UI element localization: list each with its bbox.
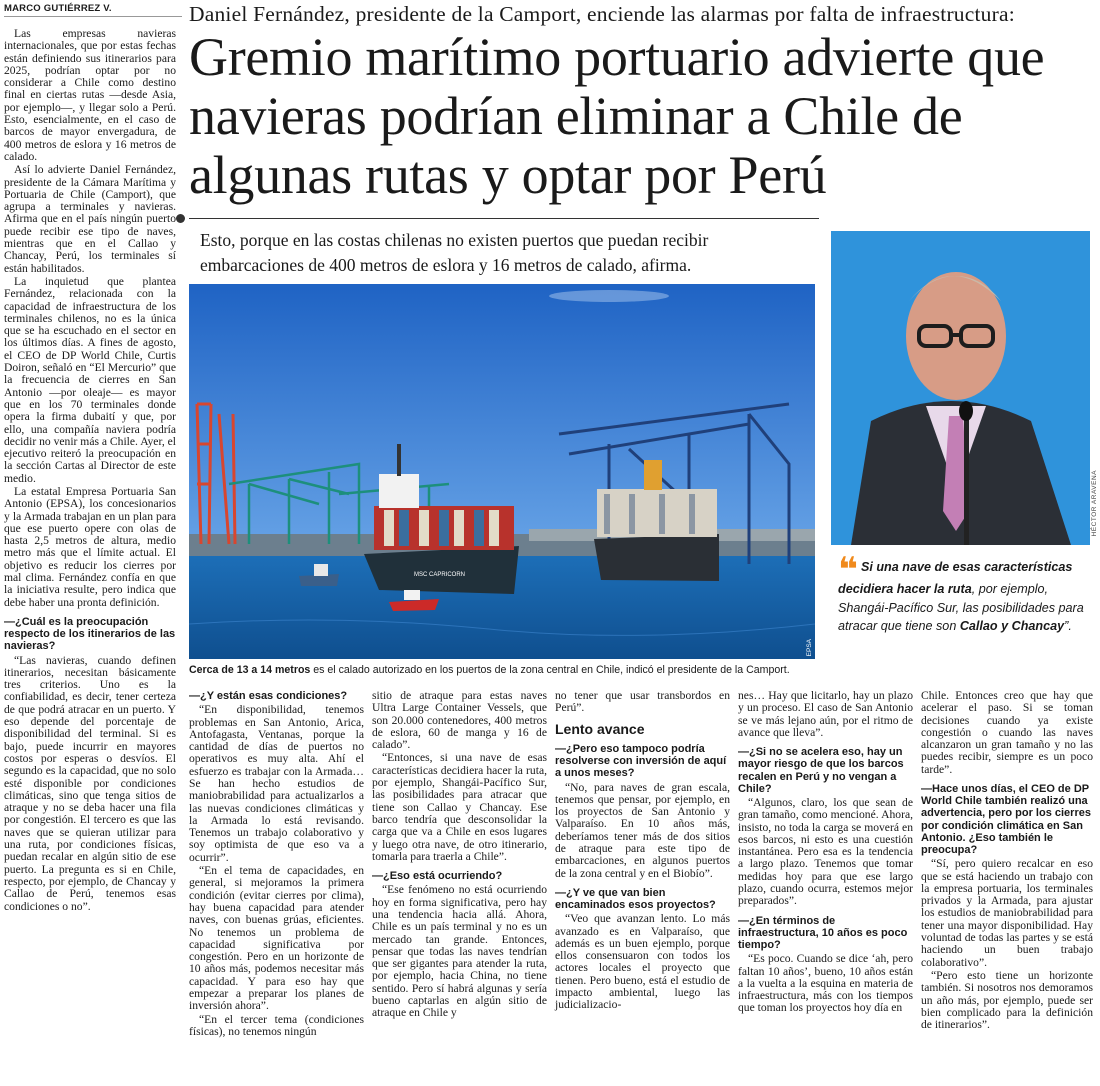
- quote-mark-icon: ❝: [838, 550, 858, 590]
- section-heading: Lento avance: [555, 720, 645, 737]
- deck: Esto, porque en las costas chilenas no existen puertos que puedan recibir embarcaciones de 400 metros de eslora y 16 metros de calado, afirma.: [200, 230, 709, 275]
- kicker: Daniel Fernández, presidente de la Camport, enciende las alarmas por falta de infraestructura:: [189, 2, 1015, 26]
- pull-quote-emphasis: Callao y Chancay: [959, 619, 1065, 633]
- rule-dot: [176, 214, 185, 223]
- paragraph: Las empresas navieras internacionales, que por estas fechas están definiendo sus itinerarios para 2025, podrían optar por no considerar a Chile como destino final en ciertas rutas —desde Asia, por ejemplo—, y llegar solo a Perú. Esto, esencialmente, en el caso de barcos de mayor envergadura, de 400 metros de eslora y 16 metros de calado.: [4, 27, 176, 163]
- interview-question: —¿Pero eso tampoco podría resolverse con inversión de aquí a unos meses?: [555, 742, 727, 780]
- photo-credit: EPSA: [806, 638, 813, 656]
- portrait-credit: HÉCTOR ARAVENA: [1091, 470, 1098, 537]
- article-column-1: [4, 28, 176, 914]
- interview-answer: Chile. Entonces creo que hay que acelerar el paso. Si se toman decisiones cuando ya existe congestión o cuando las naves alcanzaron un gran tamaño y no las puedes recibir, siempre es un poco tarde”.: [921, 689, 1093, 776]
- pull-quote-end: ”.: [1064, 619, 1072, 633]
- caption-text: es el calado autorizado en los puertos de la zona central en Chile, indicó el presidente de la Camport.: [310, 664, 790, 676]
- interview-question: —¿Eso está ocurriendo?: [372, 870, 503, 883]
- caption-lead: Cerca de 13 a 14 metros: [189, 664, 311, 676]
- interview-question: —¿Y están esas condiciones?: [189, 690, 348, 702]
- pull-quote-lead: Si una nave de esas características decidiera hacer la ruta: [838, 560, 1073, 596]
- interview-question: —¿Y ve que van bien encaminados esos proyectos?: [555, 886, 716, 912]
- interview-answer: “Algunos, claro, los que sean de gran tamaño, como mencioné. Ahora, insisto, no toda la carga se moverá en esos barcos, ni esto es una cuestión instantánea. Pero esa es la tendencia a largo plazo. Tenemos que tomar medidas hoy para que ese largo plazo, cuando ocurra, estemos mejor preparados”.: [738, 796, 913, 908]
- interview-answer: “En el tema de capacidades, en general, si mejoramos la primera condición (evitar cierres por clima), hay buena capacidad para atender naves, con buenas grúas, eficientes. No tenemos un problema de capacidad significativa por congestión. Pero en un horizonte de 10 años más, podemos necesitar más capacidad. Y para eso hay que empezar a preparar los planes de inversión ahora”.: [189, 864, 364, 1013]
- article-column-4: [555, 690, 730, 1013]
- byline: MARCO GUTIÉRREZ V.: [4, 3, 182, 17]
- pull-quote-text: , por ejemplo, Shangái-Pacífico Sur, las posibilidades para atracar que tiene son: [838, 582, 1084, 633]
- article-column-5: [738, 690, 913, 1016]
- interview-question: —¿Si no se acelera eso, hay un mayor riesgo de que los barcos recalen en Perú y no vengan a Chile?: [738, 746, 904, 795]
- interview-answer: “En disponibilidad, tenemos problemas en San Antonio, Arica, Antofagasta, Ventanas, porque la cantidad de días de puertos no operativos es muy alta. Ahí el esfuerzo es trabajar con la Armada… Se han hecho estudios de maniobrabilidad para actualizarlos a las nuevas condiciones climáticas y la Armada lo está revisando. Tenemos un trabajo colaborativo y soy optimista de que eso va a ocurrir”.: [189, 703, 364, 864]
- ship-name: MSC CAPRICORN: [414, 572, 466, 578]
- article-column-2: [189, 690, 364, 1039]
- interview-question: —Hace unos días, el CEO de DP World Chile también realizó una advertencia, pero por los cierres por condición climática en San Antonio. ¿Eso también le preocupa?: [921, 783, 1091, 857]
- divider: [189, 218, 819, 219]
- interview-answer: no tener que usar transbordos en Perú”.: [555, 689, 730, 715]
- interview-answer: “Ese fenómeno no está ocurriendo hoy en forma significativa, pero hay una tendencia hacia allá. Ahora, Chile es un país terminal y no es un mercado tan grande. Entonces, pensar que todas las naves tendrían que ser gigantes para atender la ruta, por ejemplo, hacia China, no tiene sentido. Pero sí habrá algunas y sería bueno captarlas en algún sitio de atraque en Chile y: [372, 883, 547, 1020]
- interview-answer: “En el tercer tema (condiciones físicas), no tenemos ningún: [189, 1012, 364, 1038]
- port-illustration: [189, 284, 815, 659]
- article-column-6: [921, 690, 1093, 1032]
- headline: Gremio marítimo portuario advierte que navieras podrían eliminar a Chile de algunas rutas y optar por Perú: [189, 27, 1045, 205]
- pull-quote: [838, 550, 1093, 636]
- paragraph: La estatal Empresa Portuaria San Antonio (EPSA), los concesionarios y la Armada trabajan en un plan para que ese puerto opere con olas de hasta 2,5 metros de altura, medio metro más que el límite actual. El objetivo es reducir los cierres por mal clima. Fernández confía en que la iniciativa resulte, pero indica que debe haber una pronta definición.: [4, 484, 176, 609]
- paragraph: Así lo advierte Daniel Fernández, presidente de la Cámara Marítima y Portuaria de Chile (Camport), que agrupa a terminales y navieras. Afirma que en el país ningún puerto puede recibir ese tipo de naves, mientras que en el Callao y Chancay, Perú, los terminales sí están habilitados.: [4, 163, 176, 275]
- portrait-photo: [831, 231, 1090, 545]
- interview-answer: nes… Hay que licitarlo, hay un plazo y un proceso. El caso de San Antonio se ve más lejano aún, por el ritmo de avance que lleva”.: [738, 689, 913, 739]
- interview-answer: “Entonces, si una nave de esas características decidiera hacer la ruta, por ejemplo, Shangái-Pacífico Sur, las posibilidades para atracar que tiene son Callao y Chancay. Ese barco tendría que desconsolidar la carga que va a Chile en esos lugares y luego otra nave, de otro itinerario, tomarla para traerla a Chile”.: [372, 751, 547, 863]
- interview-answer: “Las navieras, cuando definen itinerarios, necesitan básicamente tres criterios. Uno es la confiabilidad, es decir, tener certeza de que podrá atracar en un puerto. Y eso depende del porcentaje de disponibilidad del terminal. Si es bajo, puede incurrir en mayores costos por esperas o desvíos. El segundo es la capacidad, que no solo esté disponible por condiciones climáticas, sino que tenga sitios de atraque y no se deba hacer una fila por congestión. El tercero es que las naves que se quieran utilizar para una ruta, por condiciones físicas, puedan recalar en algún sitio de ese puerto. La pregunta es si en Chile, respecto, por ejemplo, de Chancay y Callao de Perú, tenemos esas condiciones o no”.: [4, 653, 176, 913]
- interview-answer: “Sí, pero quiero recalcar en eso que se está haciendo un trabajo con la empresa portuaria, los terminales privados y la Armada, para ajustar los estudios de maniobrabilidad para tener una mayor disponibilidad. Hay voluntad de todas las partes y se está haciendo un buen trabajo colaborativo”.: [921, 857, 1093, 969]
- interview-question: —¿En términos de infraestructura, 10 años es poco tiempo?: [738, 914, 908, 952]
- interview-answer: “Es poco. Cuando se dice ‘ah, pero faltan 10 años’, bueno, 10 años están a la vuelta a la esquina en materia de infraestructura, más con los tiempos que toman los proyectos hoy día en: [738, 952, 913, 1015]
- photo-caption: [189, 664, 819, 677]
- port-photo: [189, 284, 815, 659]
- paragraph: La inquietud que plantea Fernández, relacionada con la capacidad de infraestructura de los terminales chilenos, no es la única que se ha escuchado en el sector en los últimos días. A fines de agosto, el CEO de DP World Chile, Curtis Doiron, señaló en “El Mercurio” que la frecuencia de cierres en San Antonio —por oleaje— es mayor que en los 70 terminales donde opera la firma dubaití y que, por ello, una compañía naviera podría decidir no venir más a Chile. Ayer, el ejecutivo reiteró la preocupación en la sección Cartas al Director de este medio.: [4, 274, 177, 485]
- article-column-3: [372, 690, 547, 1021]
- interview-answer: sitio de atraque para estas naves Ultra Large Container Vessels, que son 20.000 contenedores, 400 metros de eslora, 60 de manga y 16 de calado”.: [372, 689, 547, 752]
- interview-answer: “No, para naves de gran escala, tenemos que pensar, por ejemplo, en los proyectos de San Antonio y Valparaíso. En 10 años más, deberíamos tener más de dos sitios de atraque para este tipo de embarcaciones, en algunos puertos de la zona central y en el Biobío”.: [555, 780, 730, 880]
- portrait-illustration: [831, 231, 1090, 545]
- interview-answer: “Veo que avanzan lento. Lo más avanzado es en Valparaíso, que además es un buen ejemplo, porque ellos consensuaron con todos los actores locales el proyecto que tienen. Pero bueno, está el estudio de impacto ambiental, luego las judicializacio-: [555, 912, 730, 1012]
- interview-question: —¿Cuál es la preocupación respecto de los itinerarios de las navieras?: [4, 615, 176, 653]
- interview-answer: “Pero esto tiene un horizonte también. Si nosotros nos demoramos un año más, por ejemplo, puede ser bien complicado para la definición de itinerarios”.: [921, 968, 1093, 1032]
